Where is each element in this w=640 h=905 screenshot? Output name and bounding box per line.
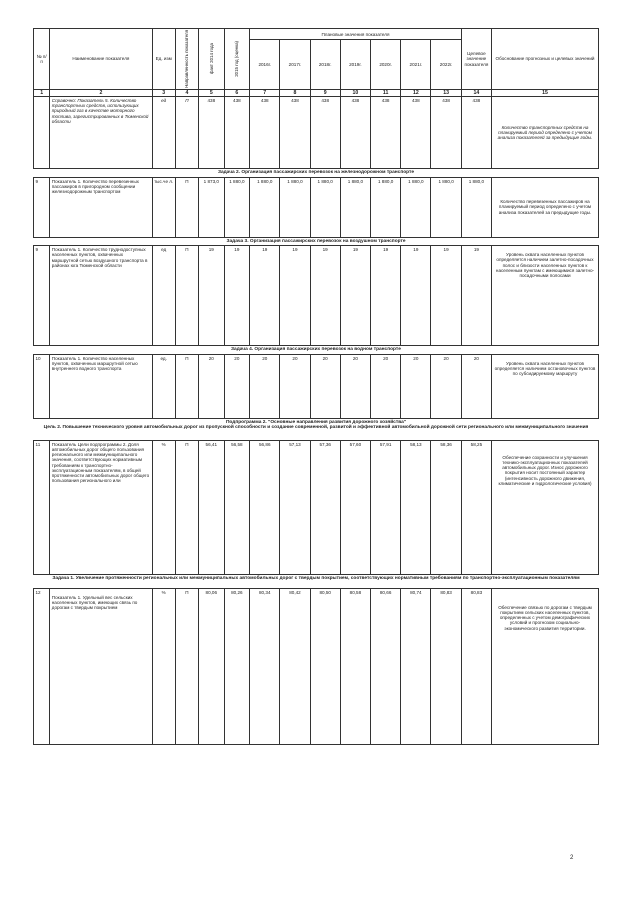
row-value: 80,58	[340, 588, 370, 744]
row-value: 20	[371, 354, 401, 418]
header-target: Целевое значение показателя	[461, 29, 491, 90]
row-direction: П	[175, 588, 198, 744]
row-value: 438	[461, 96, 491, 168]
row-value: 20	[431, 354, 461, 418]
colnum: 5	[199, 89, 225, 96]
table-row	[34, 96, 599, 168]
row-value: 58,25	[461, 440, 491, 574]
header-no: № п/п	[34, 29, 50, 90]
row-value: 438	[371, 96, 401, 168]
row-value: 19	[371, 246, 401, 346]
row-value: 1 873,0	[199, 177, 225, 237]
section-title: Задача 4. Организация пассажирских перевозок на водном транспорте	[34, 346, 599, 355]
header-justification: Обоснование прогнозных и целевых значений	[492, 29, 599, 90]
colnum: 4	[175, 89, 198, 96]
row-direction: П	[175, 246, 198, 346]
row-justification: Обеспечение связью по дорогам с твердым покрытием сельских населенных пунктов, определенных с учетом демографических условий и прогнозом социально-экономического развития территории.	[492, 588, 599, 744]
colnum: 13	[431, 89, 461, 96]
row-value: 438	[310, 96, 340, 168]
row-value: 438	[280, 96, 310, 168]
row-value: 57,91	[371, 440, 401, 574]
row-name: Справочно: Показатель 5. Количество транспортных средств, использующих природный газ в качестве моторного топлива, зарегистрированных в Тюменской области	[50, 96, 152, 168]
row-value: 1 880,0	[250, 177, 280, 237]
colnum: 12	[401, 89, 431, 96]
section-row	[34, 346, 599, 355]
row-value: 1 880,0	[371, 177, 401, 237]
page-number: 2	[570, 855, 574, 861]
subprogram-title: Подпрограмма 2. "Основные направления развития дорожного хозяйства"	[225, 419, 407, 425]
header-direction	[175, 29, 198, 90]
row-value: 80,66	[371, 588, 401, 744]
row-value: 58,13	[401, 440, 431, 574]
row-value: 80,74	[401, 588, 431, 744]
row-value: 58,36	[431, 440, 461, 574]
row-value: 20	[199, 354, 225, 418]
row-unit: ед	[152, 96, 175, 168]
row-unit: %	[152, 440, 175, 574]
row-value: 80,83	[431, 588, 461, 744]
colnum: 2	[50, 89, 152, 96]
row-value: 20	[224, 354, 250, 418]
row-value: 438	[340, 96, 370, 168]
row-value: 19	[250, 246, 280, 346]
goal-title: Цель 2. Повышение технического уровня автомобильных дорог из пропускной способности и создание современной, развитой и эффективной автомобильной дорожной сети регионального или межмуниципального значения	[43, 425, 589, 431]
row-value: 56,41	[199, 440, 225, 574]
section-title: Задача 3. Организация пассажирских перевозок на воздушном транспорте	[34, 237, 599, 246]
header-name: Наименование показателя	[50, 29, 152, 90]
row-value: 80,83	[461, 588, 491, 744]
section-title: Задача 2. Организация пассажирских перевозок на железнодорожном транспорте	[34, 168, 599, 177]
header-unit: Ед. изм	[152, 29, 175, 90]
row-value: 20	[310, 354, 340, 418]
row-value: 1 880,0	[431, 177, 461, 237]
row-value: 19	[199, 246, 225, 346]
row-name: Показатель 1. Количество населенных пунктов, охваченных маршрутной сетью внутреннего водного транспорта	[50, 354, 152, 418]
colnum: 10	[340, 89, 370, 96]
row-direction: П	[175, 177, 198, 237]
row-value: 438	[431, 96, 461, 168]
header-year: 2019г.	[340, 40, 370, 90]
header-year: 2021г.	[401, 40, 431, 90]
header-est2015-text: 2015 год (оценка)	[234, 41, 240, 77]
colnum: 8	[280, 89, 310, 96]
section-row	[34, 418, 599, 440]
header-year: 2018г.	[310, 40, 340, 90]
row-value: 80,34	[250, 588, 280, 744]
row-value: 19	[461, 246, 491, 346]
table-row	[34, 440, 599, 574]
colnum: 7	[250, 89, 280, 96]
row-value: 80,26	[224, 588, 250, 744]
row-value: 19	[340, 246, 370, 346]
row-value: 20	[280, 354, 310, 418]
row-value: 56,86	[250, 440, 280, 574]
row-value: 1 880,0	[280, 177, 310, 237]
row-no: 9	[34, 246, 50, 346]
row-value: 56,58	[224, 440, 250, 574]
indicator-table	[33, 28, 599, 745]
table-row	[34, 177, 599, 237]
row-value: 80,42	[280, 588, 310, 744]
row-value: 438	[401, 96, 431, 168]
row-no: 10	[34, 354, 50, 418]
table-row	[34, 354, 599, 418]
indicator-table-sheet	[33, 28, 599, 745]
table-row	[34, 246, 599, 346]
row-value: 438	[250, 96, 280, 168]
header-year: 2016г.	[250, 40, 280, 90]
header-planned: Плановые значения показателя	[250, 29, 462, 40]
row-no	[34, 96, 50, 168]
header-year: 2020г.	[371, 40, 401, 90]
row-no: 9	[34, 177, 50, 237]
row-unit: ед	[152, 246, 175, 346]
row-name: Показатель 1. Количество труднодоступных населенных пунктов, охваченных маршрутной сетью воздушного транспорта в районах юга Тюменской области	[50, 246, 152, 346]
header-fact2014	[199, 29, 225, 90]
row-value: 19	[431, 246, 461, 346]
colnum: 14	[461, 89, 491, 96]
row-value: 19	[401, 246, 431, 346]
row-value: 80,50	[310, 588, 340, 744]
colnum: 9	[310, 89, 340, 96]
colnum: 11	[371, 89, 401, 96]
section-row	[34, 574, 599, 588]
row-unit: ед.	[152, 354, 175, 418]
colnum: 15	[492, 89, 599, 96]
row-name: Показатель 1. Удельный вес сельских населенных пунктов, имеющих связь по дорогам с твердым покрытием	[50, 588, 152, 744]
row-value: 1 880,0	[340, 177, 370, 237]
row-justification: Обеспечение сохранности и улучшения технико-эксплуатационных показателей автомобильных дорог. Износ дорожного покрытия носит постоянный характер (интенсивность дорожного движения, климатические и гидрологические условия)	[492, 440, 599, 574]
row-value: 57,13	[280, 440, 310, 574]
row-value: 80,06	[199, 588, 225, 744]
table-row	[34, 588, 599, 744]
row-direction: П	[175, 354, 198, 418]
row-value: 1 880,0	[224, 177, 250, 237]
colnum: 6	[224, 89, 250, 96]
header-fact2014-text: факт 2014 года	[208, 43, 214, 75]
colnum: 1	[34, 89, 50, 96]
row-name: Показатель 1. Количество перевезенных пассажиров в пригородном сообщении железнодорожным транспортом	[50, 177, 152, 237]
colnum: 3	[152, 89, 175, 96]
section-row	[34, 168, 599, 177]
row-value: 1 880,0	[401, 177, 431, 237]
row-no: 11	[34, 440, 50, 574]
row-value: 20	[401, 354, 431, 418]
row-justification: Уровень охвата населенных пунктов определяется наличием остановочных пунктов по субсидируемому маршруту	[492, 354, 599, 418]
row-value: 20	[250, 354, 280, 418]
row-value: 19	[280, 246, 310, 346]
row-value: 20	[340, 354, 370, 418]
row-justification: Количество транспортных средств на планируемый период определено с учетом анализа показателей за предыдущие годы.	[492, 96, 599, 168]
row-value: 438	[199, 96, 225, 168]
row-justification: Количество перевезенных пассажиров на планируемый период определено с учетом анализа показателей за предыдущие годы.	[492, 177, 599, 237]
row-unit: %	[152, 588, 175, 744]
row-direction: П	[175, 440, 198, 574]
row-value: 19	[224, 246, 250, 346]
row-unit: тыс.че л.	[152, 177, 175, 237]
section-row	[34, 237, 599, 246]
row-value: 1 880,0	[461, 177, 491, 237]
row-name: Показатель Цели подпрограммы 2. Доля автомобильных дорог общего пользования регионального или межмуниципального значения, соответствующих нормативным требованиям к транспортно-эксплуатационным показателям, в общей протяженности автомобильных дорог общего пользования регионального или	[50, 440, 152, 574]
header-year: 2017г.	[280, 40, 310, 90]
row-value: 1 880,0	[310, 177, 340, 237]
header-direction-text: Направленность показателя	[184, 30, 190, 88]
row-value: 57,36	[310, 440, 340, 574]
row-value: 20	[461, 354, 491, 418]
section-title: Задача 1. Увеличение протяженности региональных или межмуниципальных автомобильных дорог с твердым покрытием, соответствующих нормативным требованиям по транспортно-эксплуатационным показателям	[34, 574, 599, 588]
header-year: 2022г.	[431, 40, 461, 90]
header-est2015	[224, 29, 250, 90]
row-value: 438	[224, 96, 250, 168]
row-value: 57,60	[340, 440, 370, 574]
row-direction: П	[175, 96, 198, 168]
row-justification: Уровень охвата населенных пунктов определяется наличием залетно-посадочных полос и близости населенных пунктов к населенным пунктам с имеющимися залетно-посадочными полосами	[492, 246, 599, 346]
row-value: 19	[310, 246, 340, 346]
section-block	[34, 418, 599, 440]
row-no: 12	[34, 588, 50, 744]
